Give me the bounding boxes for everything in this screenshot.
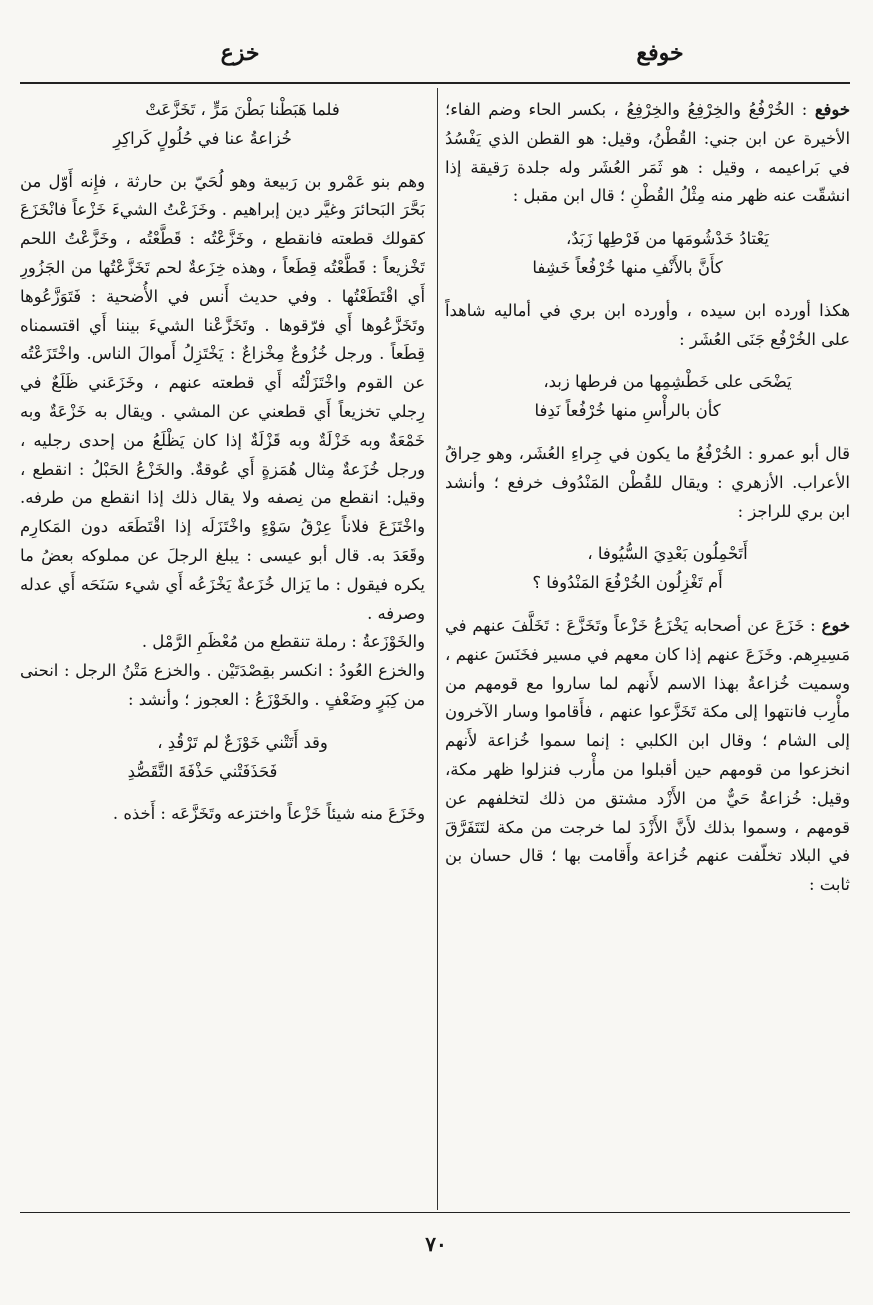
spacer	[445, 526, 850, 540]
page-number: ٧٠	[425, 1232, 447, 1256]
footer-rule	[20, 1212, 850, 1213]
paragraph: قال أبو عمرو : الخُرْفُعُ ما يكون في جِراءِ العُشَر، وهو حِراقُ الأعراب. الأزهري : ويقال للقُطْن المَنْدُوف خرفع ؛ وأنشد ابن بري للراجز :	[445, 443, 850, 521]
running-headword-right: خوفع	[636, 40, 684, 66]
verse-line: يَضْحَى على خَطْشِمِها من فرطها زبد،	[543, 372, 792, 392]
verse-line: فَحَذَفَتْني حَذْفَةَ التَّقَصُّدِ	[127, 761, 278, 781]
spacer	[445, 211, 850, 225]
verse-line: فلما هَبَطْنا بَطْنَ مَرٍّ ، تَخَزَّعَتْ	[145, 100, 340, 119]
right-column	[445, 96, 850, 1204]
entry-khwa-paragraph	[445, 612, 850, 900]
verse-line: أَتَحْمِلُون بَعْدِيَ السُّيُوفا ،	[587, 544, 748, 564]
entry-khwa-text: : خَزَعَ عن أصحابه يَخْزَعُ خَزْعاً وتَخَزَّعَ : تَخَلَّفَ عنهم في مَسِيرِهم. وخَزَعَ عنهم إذا كان معهم في مسير فخَنَسَ عنهم ، وسميت خُزاعةُ بهذا الاسم لأَنهم لما ساروا مع قومهم من مأْرِب فانتهوا إلى مكة تَخَزَّعوا عنهم ، فأَقاموا وسار الآخرون إلى الشام ؛ وقال ابن الكلبي : إنما سموا خُزاعة لأَنهم انخزعوا من قومهم حين أقبلوا من مأْرب فنزلوا ظهر مكة، وقيل: خُزاعةُ حَيٌّ من الأَزْد مشتق من ذلك لتخلفهم عن قومهم ، وسموا بذلك لأَنَّ الأَزْدَ لما خرجت من مكة لتَتَفَرَّقَ في البلاد تخلّفت عنهم خُزاعة وأَقامت بها ؛ قال حسان بن ثابت :	[445, 615, 850, 895]
verse-khawza	[20, 729, 425, 787]
left-column	[20, 96, 425, 1204]
spacer	[20, 715, 425, 729]
verse-line: يَعْتادُ خَدْشُومَها من فَرْطِها زَبَدٌ،	[566, 229, 769, 249]
verse-ibn-muqbil	[445, 225, 850, 283]
verse-line: وقد أَتَتْني خَوْزَعٌ لم تَرْقُدِ ،	[157, 732, 328, 752]
verse-line: خُزاعةُ عنا في حُلُولٍ كَراكِرِ	[113, 128, 292, 148]
column-divider	[437, 88, 438, 1210]
spacer	[20, 154, 425, 168]
verse-rajiz	[445, 540, 850, 598]
entry-khwf-paragraph	[445, 96, 850, 211]
verse-line: أَم تَغْزِلُون الخُرْفُعَ المَنْدُوفا ؟	[532, 573, 723, 593]
spacer	[445, 283, 850, 297]
paragraph: وخَزَعَ منه شيئاً خَزْعاً واختزعه وتَخَزَّعَه : أَخذه .	[112, 804, 425, 824]
verse-hassan	[20, 96, 425, 154]
entry-khwf-text: : الخُرْفُعُ والخِرْفِعُ والخِرْفِعُ ، بكسر الحاء وضم الفاء؛ الأخيرة عن ابن جني: القُطْنُ، وقيل: هو القطن الذي يَفْسُدُ في بَراعيمه ، وقيل : هو ثَمَر العُشَر وله جلدة رَقيقة إذا انشقّت عنه ظهر منه مِثْلُ القُطْنِ ؛ قال ابن مقبل :	[445, 100, 850, 206]
verse-line: كأن بالرأْسِ منها خُرْفُعاً نَدِفا	[534, 401, 721, 421]
paragraph: هكذا أورده ابن سيده ، وأورده ابن بري في أماليه شاهداً على الخُرْفُع جَنَى العُشَر :	[445, 300, 850, 349]
spacer	[445, 598, 850, 612]
entry-headword-khwf: خوفع	[814, 100, 850, 119]
paragraph: والخَوْزَعةُ : رملة تنقطع من مُعْظَمِ الرَّمْل .	[141, 632, 425, 652]
verse-line: كأَنَّ بالأَنْفِ منها خُرْفُعاً خَشِفا	[532, 257, 723, 277]
paragraph: والخزع العُودُ : انكسر بقِصْدَتَيْن . والخزع مَتْنُ الرجل : انحنى من كِبَرٍ وضَعْفٍ . والخَوْزَعُ : العجوز ؛ وأنشد :	[20, 661, 425, 709]
entry-headword-khwa: خوع	[821, 615, 850, 635]
spacer	[445, 354, 850, 368]
running-headword-left: خزع	[220, 40, 260, 66]
header-rule	[20, 82, 850, 84]
spacer	[20, 786, 425, 800]
paragraph: وهم بنو عَمْرو بن رَبيعة وهو لُحَيّ بن حارثة ، فإِنه أَوّل من بَحَّرَ البَحائرَ وغيَّر دين إبراهيم . وخَزَعْتُ الشيءَ خَزْعاً فانْخَزَعَ كقولك قطعته فانقطع ، وخَزَّعْتُه : قَطَّعْتُه ، وخَزَّعْتُ اللحم تَخْزيعاً : قَطَّعْتُه قِطَعاً ، وهذه خِزَعةٌ لحم تَخَزَّعْتُها من الجَزُورِ أَي اقْتَطَعْتُها . وفي حديث أَنس في الأُضحية : فَتَوَزَّعُوها وتَخَزَّعُوها أَي فرّقوها . وتَخَزَّعْنا الشيءَ بيننا أَي اقتسمناه قِطَعاً . ورجل خُزُوعٌ مِخْزاعٌ : يَخْتَزِلُ أَموالَ الناس. واخْتَزَعْتُه عن القوم واخْتَزَلْتُه أَي قطعته عنهم ، وخَزَعَني ظَلَعٌ في رِجلي تخزيعاً أَي قطعني عن المشي . ويقال به خَزْعَةٌ وبه خَمْعَةٌ وبه خَزْلَةٌ وبه قَزْلَةٌ إذا كان يَظْلَعُ من إحدى رجليه ، ورجل خُزَعةٌ مِثال هُمَزةٍ أَي عُوقةٌ. والخَزْعُ الحَبْلُ : انقطع ، وقيل: انقطع من نِصفه ولا يقال ذلك إذا انقطع من طرفه. واخْتَزَعَ فلاناً عِرْقُ سَوْءٍ واخْتَزَلَه إذا اقْتَطَعَه دون المَكارِم وقَعَدَ به. قال أبو عيسى : يبلغ الرجلَ عن مملوكه بعضُ ما يكره فيقول : ما يَزال خُزَعةٌ يَخْزَعُه أَي شيء سَنَحَه أَي عدله وصرفه .	[20, 171, 425, 623]
verse-amali	[445, 368, 850, 426]
spacer	[445, 426, 850, 440]
